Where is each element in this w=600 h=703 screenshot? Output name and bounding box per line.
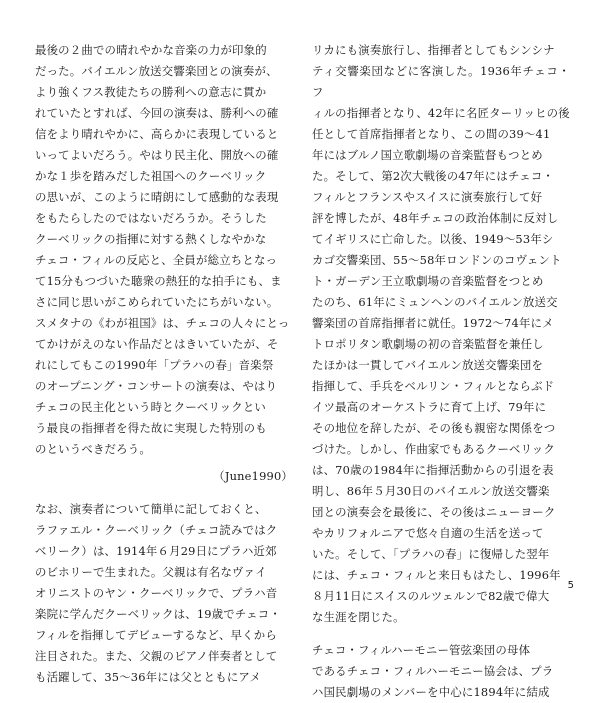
right-text-column <box>312 40 570 703</box>
date-signoff: （June1990） <box>213 469 293 483</box>
body-paragraph: チェコ・フィルハーモニー管弦楽団の母体 であるチェコ・フィルハーモニー協会は、プラ ハ国民劇場のメンバーを中心に1894年に結成 <box>312 643 554 699</box>
left-text-column <box>35 40 293 688</box>
page-number: 5 <box>567 580 574 591</box>
body-paragraph: リカにも演奏旅行し、指揮者としてもシンシナ ティ交響楽団などに客演した。1936年チェコ・フ ィルの指揮者となり、42年に名匠ターリッヒの後 任として首席指揮者となり、この間の39～41 年にはブルノ国立歌劇場の音楽監督もつとめ た。そして、第2次大戦後の47年にはチェコ・ フィルとフランスやスイスに演奏旅行して好 評を博したが、48年チェコの政治体制に反対し てイギリスに亡命した。以後、1949～53年シ カゴ交響楽団、55～58年ロンドンのコヴェント ト・ガーデン王立歌劇場の音楽監督をつとめ たのち、61年にミュンヘンのバイエルン放送交 響楽団の首席指揮者に就任。1972～74年にメ トロポリタン歌劇場の初の音楽監督を兼任し たほかは一貫してバイエルン放送交響楽団を 指揮して、手兵をベルリン・フィルとならぶド イツ最高のオーケストラに育て上げ、79年に その地位を辞したが、その後も親密な関係をつ づけた。しかし、作曲家でもあるクーベリック は、70歳の1984年に指揮活動からの引退を表 明し、86年５月30日のバイエルン放送交響楽 団との演奏会を最後に、その後はニューヨーク やカリフォルニアで悠々自適の生活を送って いた。そして、「プラハの春」に復帰した翌年 には、チェコ・フィルと来日もはたし、1996年 ８月11日にスイスのルツェルンで82歳で偉大 な生涯を閉じた。 <box>312 43 570 624</box>
body-paragraph: 最後の２曲での晴れやかな音楽の力が印象的 だった。バイエルン放送交響楽団との演奏が、 より強くフス教徒たちの勝利への意志に貫か れていたとすれば、今回の演奏は、勝利への確 信をより晴れやかに、高らかに表現していると いってよいだろう。やはり民主化、開放への確 かな１歩を踏みだした祖国へのクーベリック の思いが、このように晴朗にして感動的な表現 をもたらしたのではないだろうか。そうした クーベリックの指揮に対する熱くしなやかな チェコ・フィルの反応と、全員が総立ちとなっ て15分もつづいた聴衆の熱狂的な拍手にも、ま さに同じ思いがこめられていたにちがいない。 スメタナの《わが祖国》は、チェコの人々にとっ てかけがえのない作品だとはきいていたが、そ れにしてもこの1990年「プラハの春」音楽祭 のオープニング・コンサートの演奏は、やはり チェコの民主化という時とクーベリックとい う最良の指揮者を得た故に実現した特別のも のというべきだろう。 <box>35 43 290 456</box>
body-paragraph: なお、演奏者について簡単に記しておくと、 ラファエル・クーベリック（チェコ読みではク ベリーク）は、1914年６月29日にプラハ近郊 のビホリーで生まれた。父親は有名なヴァイ オリニストのヤン・クーベリックで、プラハ音 楽院に学んだクーベリックは、19歳でチェコ・ フィルを指揮してデビューするなど、早くから 注目された。また、父親のピアノ伴奏者として も活躍して、35～36年には父とともにアメ <box>35 502 281 684</box>
